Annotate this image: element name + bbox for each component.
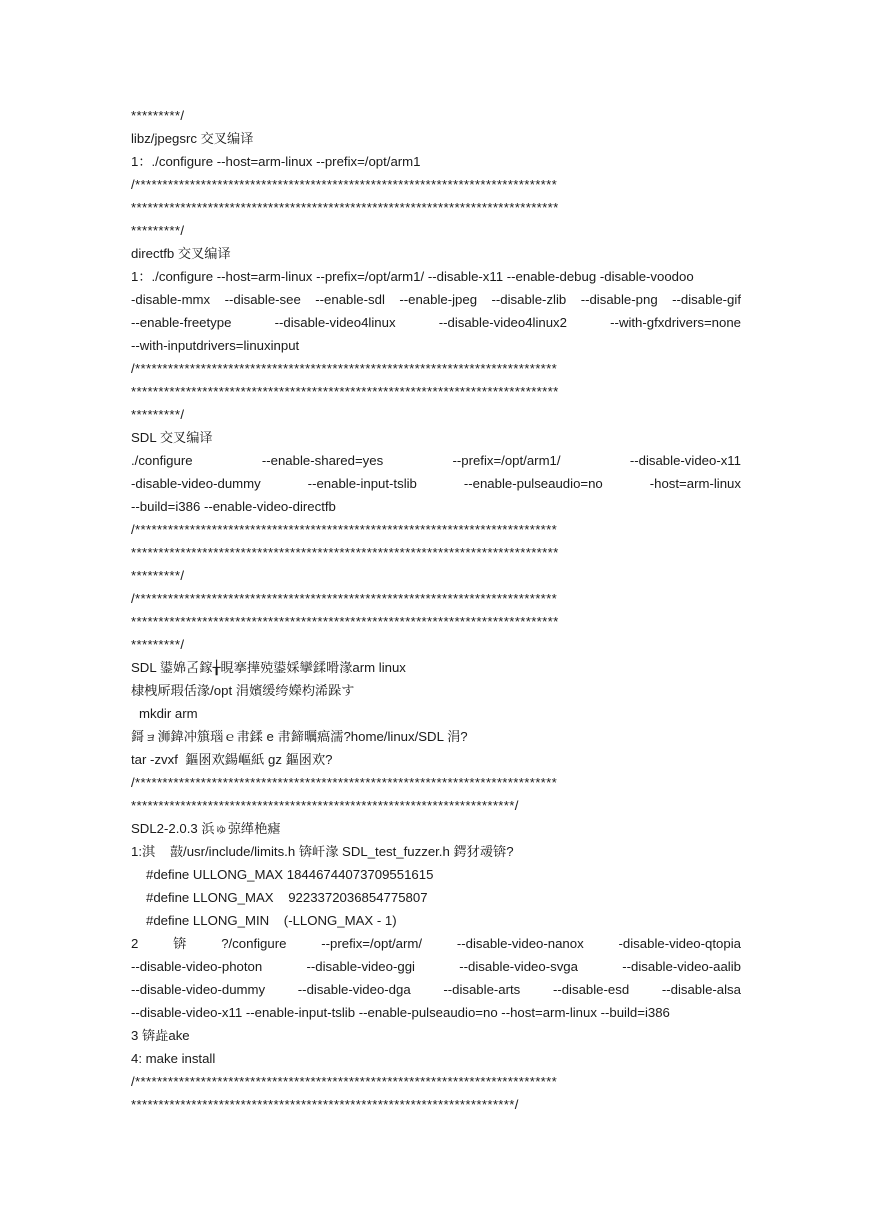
option-token: --disable-video4linux2	[438, 315, 567, 330]
option-token: --disable-arts	[443, 982, 521, 997]
configure-options-directfb-3: --with-inputdrivers=linuxinput	[131, 338, 300, 353]
option-token: ./configure	[131, 453, 193, 468]
option-token: --enable-input-tslib	[307, 476, 417, 491]
step-4-make-install: 4: make install	[131, 1051, 216, 1066]
option-token: --disable-gif	[672, 292, 741, 307]
option-token: --with-gfxdrivers=none	[610, 315, 741, 330]
comment-separator-end: *********/	[131, 108, 185, 123]
option-token: --prefix=/opt/arm1/	[452, 453, 561, 468]
option-token: --disable-video-photon	[131, 959, 263, 974]
option-token: -disable-video-qtopia	[618, 936, 741, 951]
document-page	[131, 104, 741, 1116]
comment-separator-start: /*****************************************************************************	[131, 522, 558, 537]
option-token: 锛	[173, 936, 187, 951]
comment-separator-end: *********/	[131, 568, 185, 583]
configure-options-directfb-2	[131, 311, 741, 334]
option-token: --disable-video4linux	[274, 315, 396, 330]
option-token: --enable-jpeg	[399, 292, 478, 307]
comment-separator-start: /*****************************************************************************	[131, 591, 558, 606]
garbled-heading-sdl-arm: SDL 鍙婂叾鎵╁睍搴撶殑鍙婇攣鍒嗗湪arm linux	[131, 660, 406, 675]
option-token: --disable-video-dummy	[131, 982, 266, 997]
comment-separator-end: **********************************************************************/	[131, 798, 519, 813]
option-token: --disable-alsa	[661, 982, 741, 997]
option-token: --prefix=/opt/arm/	[321, 936, 423, 951]
option-token: --disable-video-ggi	[306, 959, 415, 974]
garbled-instruction-opt: 棣栧厛瑕佸湪/opt 涓嬪缓绔嬫枃浠跺す	[131, 683, 355, 698]
option-token: --enable-freetype	[131, 315, 232, 330]
comment-separator-middle: ******************************************************************************	[131, 545, 559, 560]
mkdir-command: mkdir arm	[139, 706, 198, 721]
option-token: -host=arm-linux	[649, 476, 741, 491]
define-llong-min: #define LLONG_MIN (-LLONG_MAX - 1)	[146, 913, 397, 928]
option-token: --enable-sdl	[315, 292, 385, 307]
option-token: --enable-pulseaudio=no	[463, 476, 603, 491]
comment-separator-end: *********/	[131, 407, 185, 422]
option-token: --disable-video-x11	[629, 453, 741, 468]
option-token: --enable-shared=yes	[261, 453, 384, 468]
comment-separator-end: *********/	[131, 223, 185, 238]
step-2-configure-2	[131, 955, 741, 978]
option-token: ?/configure	[221, 936, 287, 951]
step-3-make: 3 锛歮ake	[131, 1028, 190, 1043]
configure-command-directfb: 1：./configure --host=arm-linux --prefix=/opt/arm1/ --disable-x11 --enable-debug -disable-voodoo	[131, 269, 694, 284]
comment-separator-start: /*****************************************************************************	[131, 775, 558, 790]
configure-command-sdl-1	[131, 449, 741, 472]
configure-command-sdl-3: --build=i386 --enable-video-directfb	[131, 499, 336, 514]
option-token: -disable-mmx	[131, 292, 211, 307]
step-2-configure-4: --disable-video-x11 --enable-input-tslib --enable-pulseaudio=no --host=arm-linux --build=i386	[131, 1005, 670, 1020]
section-heading-sdl2: SDL2-2.0.3 浜ゅ弶缂栬瘧	[131, 821, 281, 836]
step-2-configure-3	[131, 978, 741, 1001]
comment-separator-middle: ******************************************************************************	[131, 200, 559, 215]
option-token: --disable-esd	[552, 982, 630, 997]
option-token: 2	[131, 936, 139, 951]
garbled-instruction-extract: 鎶ョ浉鍏冲簱瑙ｅ帇鍒 e 帇鍗曞瘑濡?home/linux/SDL 涓?	[131, 729, 468, 744]
comment-separator-start: /*****************************************************************************	[131, 1074, 558, 1089]
step-2-configure-1	[131, 932, 741, 955]
comment-separator-middle: ******************************************************************************	[131, 384, 559, 399]
comment-separator-middle: ******************************************************************************	[131, 614, 559, 629]
comment-separator-start: /*****************************************************************************	[131, 361, 558, 376]
option-token: --disable-video-svga	[459, 959, 578, 974]
define-ullong-max: #define ULLONG_MAX 18446744073709551615	[146, 867, 434, 882]
configure-options-directfb-1	[131, 288, 741, 311]
option-token: --disable-png	[580, 292, 658, 307]
option-token: --disable-see	[224, 292, 301, 307]
define-llong-max: #define LLONG_MAX 9223372036854775807	[146, 890, 428, 905]
tar-command: tar -zvxf 鏂囦欢鍚嶇紙 gz 鏂囦欢?	[131, 752, 333, 767]
configure-command-libz: 1：./configure --host=arm-linux --prefix=/opt/arm1	[131, 154, 421, 169]
option-token: --disable-video-aalib	[622, 959, 741, 974]
section-heading-sdl: SDL 交叉编译	[131, 430, 213, 445]
section-heading-libz-jpegsrc: libz/jpegsrc 交叉编译	[131, 131, 254, 146]
option-token: -disable-video-dummy	[131, 476, 261, 491]
comment-separator-end: **********************************************************************/	[131, 1097, 519, 1112]
option-token: --disable-zlib	[491, 292, 567, 307]
option-token: --disable-video-dga	[297, 982, 411, 997]
comment-separator-end: *********/	[131, 637, 185, 652]
section-heading-directfb: directfb 交叉编译	[131, 246, 231, 261]
option-token: --disable-video-nanox	[456, 936, 584, 951]
comment-separator-start: /*****************************************************************************	[131, 177, 558, 192]
configure-command-sdl-2	[131, 472, 741, 495]
step-1-modify-limits: 1:淇 敼/usr/include/limits.h 锛屽湪 SDL_test_fuzzer.h 鍔犲叆锛?	[131, 844, 514, 859]
